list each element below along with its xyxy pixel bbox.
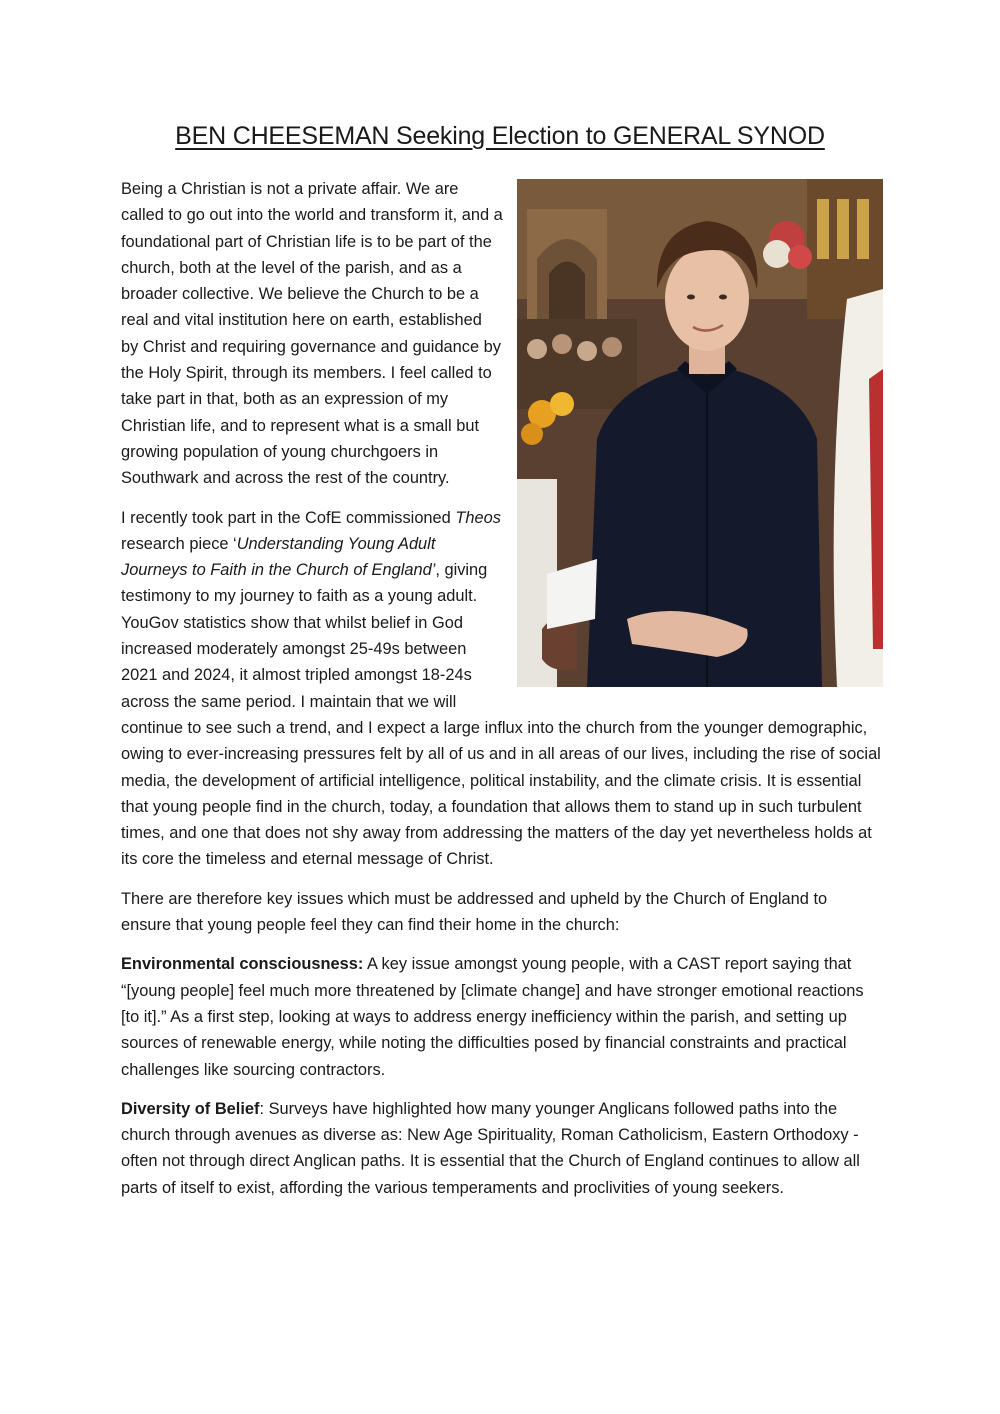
paragraph-research-text-c: research piece ‘	[121, 534, 237, 553]
diversity-body: : Surveys have highlighted how many younger Anglicans followed paths into the church through avenues as diverse as: New Age Spirituality, Roman Catholicism, Eastern Orthodoxy - often not through direct Anglican paths. It is essential that the Church of England continues to allow all parts of itself to exist, affording the various temperaments and proclivities of young seekers.	[121, 1099, 860, 1197]
environment-heading: Environmental consciousness:	[121, 955, 364, 974]
paragraph-research-text-e: , giving testimony to my journey to faith as a young adult. YouGov statistics show that whilst belief in God increased moderately amongst 25-49s between 2021 and 2024, it almost tripled amongst 18-24s across the same period. I maintain that we will continue to see such a trend, and I expect a large influx into the church from the younger demographic, owing to ever-increasing pressures felt by all of us and in all areas of our lives, including the rise of social media, the development of artificial intelligence, political instability, and the climate crisis. It is essential that young people find in the church, today, a foundation that allows them to stand up in such turbulent times, and one that does not shy away from addressing the matters of the day yet nevertheless holds at its core the timeless and eternal message of Christ.	[121, 561, 881, 869]
paragraph-diversity	[121, 1096, 881, 1201]
paragraph-environment	[121, 951, 881, 1082]
report-title: Understanding Young Adult Journeys to Faith in the Church of England’	[121, 534, 436, 580]
document-title: BEN CHEESEMAN Seeking Election to GENERAL SYNOD	[175, 122, 825, 150]
paragraph-key-issues: There are therefore key issues which must be addressed and upheld by the Church of England to ensure that young people feel they can find their home in the church:	[121, 889, 828, 935]
paragraph-research-text-a: I recently took part in the CofE commissioned	[121, 508, 456, 527]
document-body	[121, 176, 881, 1214]
portrait-photo-icon	[517, 179, 883, 687]
theos-title: Theos	[455, 508, 501, 527]
environment-body: A key issue amongst young people, with a CAST report saying that “[young people] feel much more threatened by [climate change] and have stronger emotional reactions [to it].” As a first step, looking at ways to address energy inefficiency within the parish, and setting up sources of renewable energy, while noting the difficulties posed by financial constraints and practical challenges like sourcing contractors.	[121, 955, 864, 1079]
portrait-photo	[517, 179, 883, 687]
diversity-heading: Diversity of Belief	[121, 1099, 260, 1118]
paragraph-intro: Being a Christian is not a private affair. We are called to go out into the world and transform it, and a foundational part of Christian life is to be part of the church, both at the level of the parish, and as a broader collective. We believe the Church to be a real and vital institution here on earth, established by Christ and requiring governance and guidance by the Holy Spirit, through its members. I feel called to take part in that, both as an expression of my Christian life, and to represent what is a small but growing population of young churchgoers in Southwark and across the rest of the country.	[121, 180, 503, 488]
